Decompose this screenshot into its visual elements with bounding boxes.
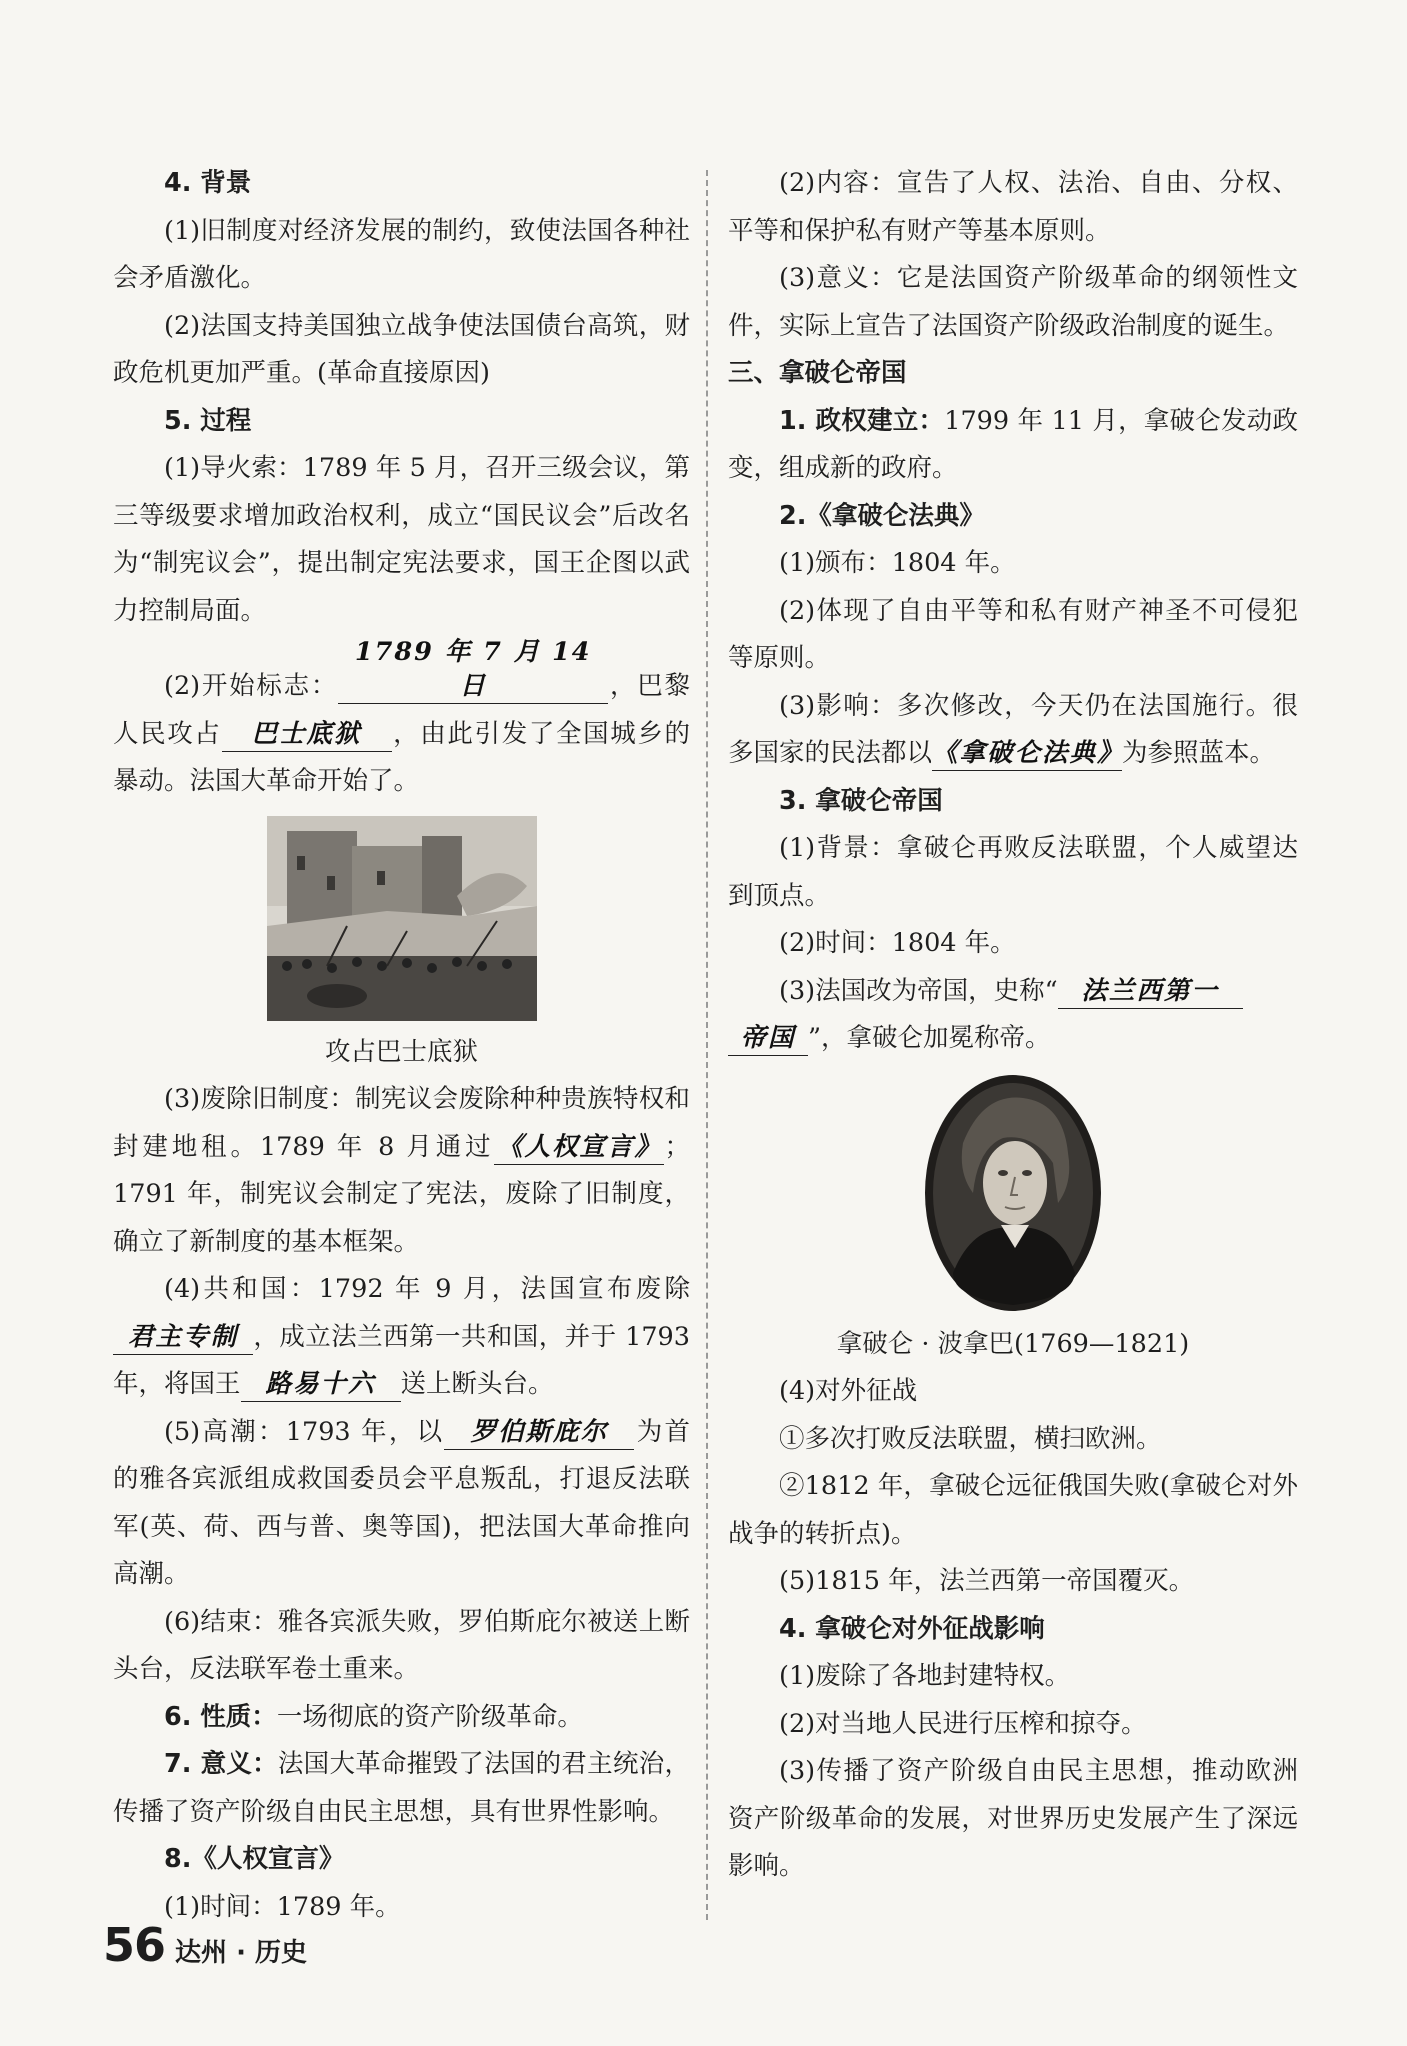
heading-empire: 3. 拿破仑帝国 [779,785,943,816]
text: 为首的雅各宾派组成救国委员会平息叛乱，打退反法联军(英、荷、西与普、奥等国)，把法国大革命推向高潮。 [113,1416,690,1589]
figure-caption: 攻占巴士底狱 [324,1036,478,1067]
text: (2)开始标志： [164,671,339,701]
text: (5)高潮：1793 年，以 [164,1416,445,1447]
heading-declaration: 8.《人权宣言》 [164,1844,345,1874]
paragraph-empire-name [728,968,1298,1063]
heading-code: 2.《拿破仑法典》 [779,500,985,531]
answer-blank: 法兰西第一 [1058,974,1243,1009]
figure-caption: 拿破仑 · 波拿巴(1769—1821) [836,1328,1190,1359]
heading-background: 4. 背景 [164,168,252,198]
answer-blank: 帝国 [728,1021,808,1056]
text: (3)废除旧制度：制宪议会废除种种贵族特权和封建地租。1789 年 8 月通过 [113,1084,690,1162]
answer-blank: 罗伯斯庇尔 [444,1415,634,1450]
text: ，巴黎人民攻占 [113,671,690,749]
napoleon-portrait-figure [728,1073,1298,1317]
paragraph: (1)时间：1789 年。 [164,1891,401,1922]
heading-significance: 7. 意义： [164,1749,278,1779]
paragraph-start-sign [113,635,690,806]
paragraph: (5)1815 年，法兰西第一帝国覆灭。 [779,1566,1195,1596]
answer-blank: 君主专制 [113,1320,253,1355]
text: 法国大革命摧毁了法国的君主统治，传播了资产阶级自由民主思想，具有世界性影响。 [113,1749,690,1827]
napoleon-portrait-image [923,1073,1103,1313]
paragraph: (2)对当地人民进行压榨和掠夺。 [779,1708,1147,1739]
heading-war-impact: 4. 拿破仑对外征战影响 [779,1613,1045,1644]
text: 为参照蓝本。 [1122,738,1276,768]
paragraph-regime [728,398,1298,493]
text: ，成立法兰西第一共和国，并于 1793 年，将国王 [113,1321,690,1399]
storming-bastille-image [267,816,537,1021]
answer-blank: 1789 年 7 月 14 日 [338,635,608,704]
paragraph-influence [728,683,1298,778]
bastille-illustration [113,816,690,1025]
paragraph: (2)体现了自由平等和私有财产神圣不可侵犯等原则。 [728,595,1298,673]
heading-regime: 1. 政权建立： [779,405,945,436]
paragraph: (3)传播了资产阶级自由民主思想，推动欧洲资产阶级革命的发展，对世界历史发展产生了深远影响。 [728,1756,1298,1881]
paragraph: (1)颁布：1804 年。 [779,548,1016,578]
answer-blank: 《人权宣言》 [494,1130,664,1165]
heading-process: 5. 过程 [164,405,252,436]
answer-blank: 巴士底狱 [222,717,392,752]
paragraph-republic [113,1266,690,1409]
paragraph-climax [113,1409,690,1599]
text: (3)影响：多次修改，今天仍在法国施行。很多国家的民法都以 [728,690,1298,768]
paragraph: ②1812 年，拿破仑远征俄国失败(拿破仑对外战争的转折点)。 [728,1471,1298,1549]
text: ”，拿破仑加冕称帝。 [808,1023,1051,1053]
page-footer [103,1918,307,1972]
paragraph: (1)废除了各地封建特权。 [779,1661,1071,1691]
text: 1799 年 11 月，拿破仑发动政变，组成新的政府。 [728,405,1298,483]
paragraph: (2)时间：1804 年。 [779,928,1016,958]
paragraph: (2)内容：宣告了人权、法治、自由、分权、平等和保护私有财产等基本原则。 [728,168,1298,246]
paragraph-significance [113,1741,690,1836]
footer-label: 达州 · 历史 [175,1938,307,1968]
text: ；1791 年，制宪议会制定了宪法，废除了旧制度，确立了新制度的基本框架。 [113,1131,690,1257]
heading-nature: 6. 性质： [164,1701,277,1732]
paragraph-nature [113,1694,690,1742]
paragraph: (1)导火索：1789 年 5 月，召开三级会议，第三等级要求增加政治权利，成立“国民议会”后改名为“制宪议会”，提出制定宪法要求，国王企图以武力控制局面。 [113,453,690,626]
paragraph: ①多次打败反法联盟，横扫欧洲。 [779,1423,1162,1454]
paragraph: (1)背景：拿破仑再败反法联盟，个人威望达到顶点。 [728,833,1298,911]
paragraph: (1)旧制度对经济发展的制约，致使法国各种社会矛盾激化。 [113,215,690,293]
answer-blank: 《拿破仑法典》 [932,736,1122,771]
paragraph-abolish [113,1076,690,1266]
section-heading: 三、拿破仑帝国 [728,358,907,388]
text: (4)共和国：1792 年 9 月，法国宣布废除 [164,1274,690,1304]
paragraph: (2)法国支持美国独立战争使法国债台高筑，财政危机更加严重。(革命直接原因) [113,310,690,388]
text: 一场彻底的资产阶级革命。 [276,1701,583,1732]
text: 送上断头台。 [400,1369,554,1399]
paragraph: (4)对外征战 [779,1376,918,1406]
text: (3)法国改为帝国，史称“ [779,975,1058,1006]
left-column [113,160,690,1931]
column-divider [706,170,708,1920]
text: ，由此引发了全国城乡的暴动。法国大革命开始了。 [113,718,690,796]
right-column [728,160,1298,1891]
paragraph: (3)意义：它是法国资产阶级革命的纲领性文件，实际上宣告了法国资产阶级政治制度的诞生。 [728,263,1298,341]
page-number: 56 [103,1918,166,1972]
paragraph: (6)结束：雅各宾派失败，罗伯斯庇尔被送上断头台，反法联军卷土重来。 [113,1606,690,1684]
answer-blank: 路易十六 [241,1367,401,1402]
